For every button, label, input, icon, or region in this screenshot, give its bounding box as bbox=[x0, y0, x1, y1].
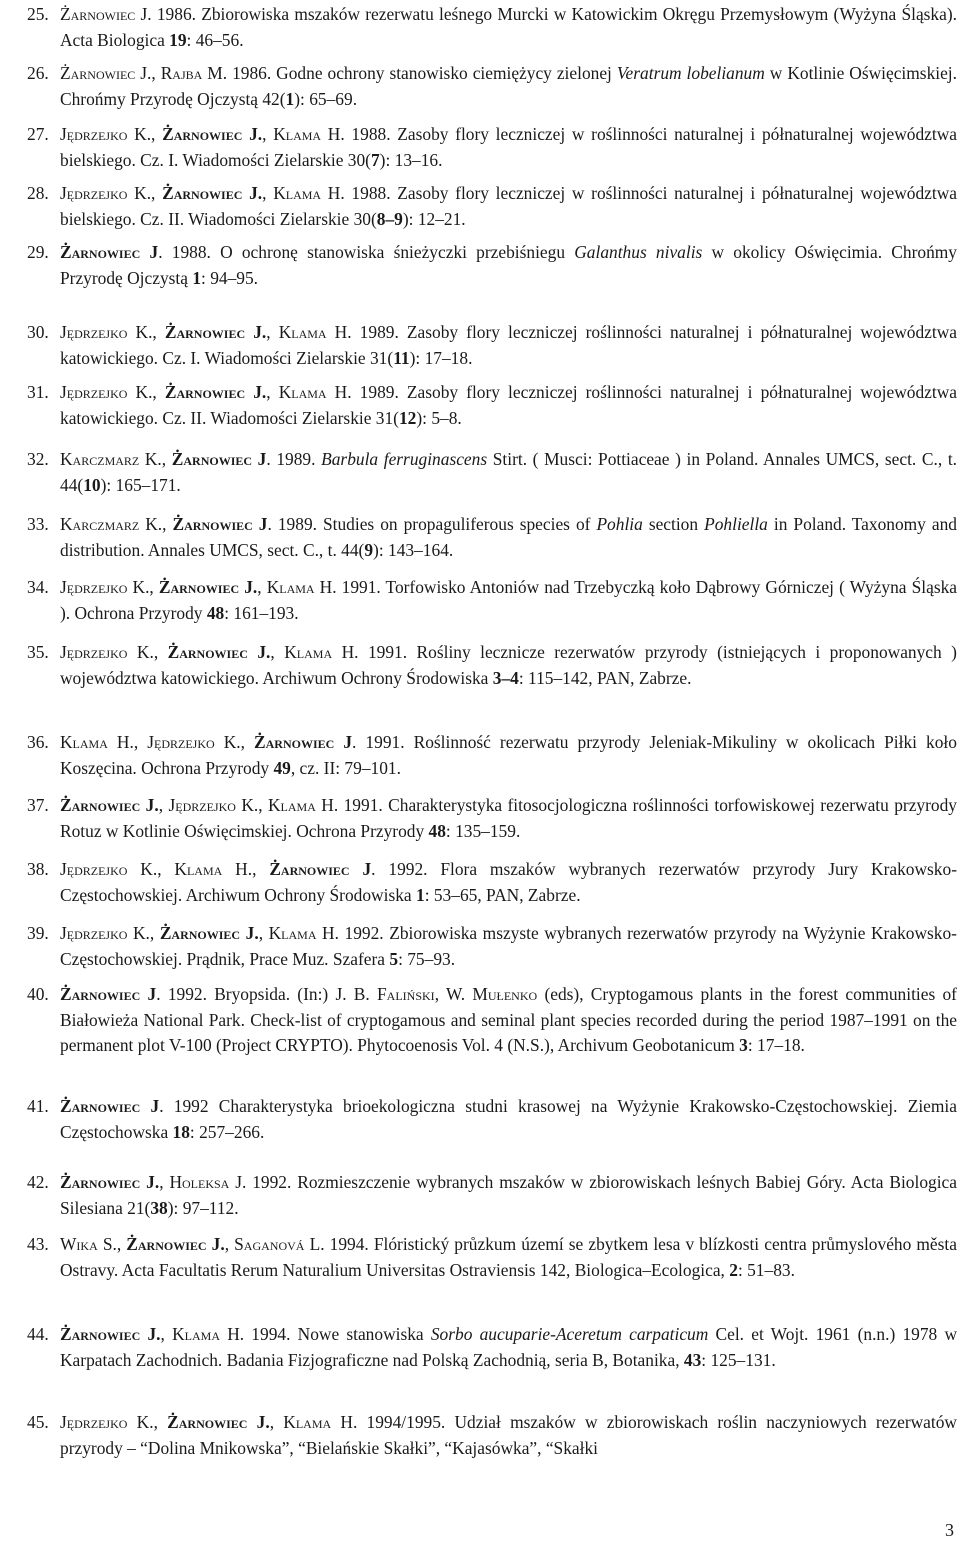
reference-segment: , bbox=[262, 124, 274, 144]
reference-segment: w Kotlinie Oświęcimskiej. Chrońmy Przyrodę Ojczystą 42( bbox=[60, 63, 957, 109]
reference-segment: Żarnowiec J bbox=[60, 1096, 160, 1116]
reference-segment: Żarnowiec J bbox=[172, 514, 268, 534]
reference-segment: Żarnowiec J. bbox=[164, 382, 267, 402]
reference-segment: : 94–95. bbox=[201, 267, 259, 288]
reference-segment: Klama H bbox=[278, 382, 348, 402]
reference-segment: : 257–266. bbox=[189, 1121, 265, 1142]
reference-segment: Żarnowiec J. bbox=[158, 577, 258, 597]
reference-number: 39. bbox=[27, 923, 49, 943]
reference-text bbox=[60, 1232, 957, 1283]
reference-segment: Klama H. bbox=[174, 859, 253, 879]
reference-segment: , bbox=[266, 322, 279, 342]
reference-text bbox=[60, 793, 957, 844]
reference-segment: , W. bbox=[434, 984, 473, 1004]
reference-segment: , bbox=[257, 577, 267, 597]
reference-segment: Veratrum lobelianum bbox=[616, 63, 765, 83]
reference-segment: Żarnowiec J bbox=[269, 859, 372, 879]
reference-segment: ): 65–69. bbox=[294, 88, 358, 109]
reference-segment: Jędrzejko K. bbox=[168, 795, 259, 815]
reference-segment: , bbox=[157, 859, 175, 879]
reference-segment: , bbox=[152, 382, 165, 402]
reference-text bbox=[60, 982, 957, 1059]
reference-segment: , bbox=[258, 795, 268, 815]
reference-segment: Jędrzejko K. bbox=[60, 923, 150, 943]
reference-number: 25. bbox=[27, 4, 49, 24]
reference-segment: . 1988. Zasoby flory leczniczej w roślinności naturalnej i półnaturalnej województwa bielskiego. Cz. II. Wiadomości Zielarskie 30( bbox=[60, 183, 957, 229]
reference-segment: , bbox=[162, 514, 173, 534]
page-number: 3 bbox=[945, 1520, 954, 1540]
reference-segment: : 53–65, PAN, Zabrze. bbox=[424, 884, 581, 905]
reference-segment: Klama H bbox=[172, 1324, 240, 1344]
reference-segment: Jędrzejko K. bbox=[60, 577, 150, 597]
reference-segment: : 51–83. bbox=[737, 1259, 795, 1280]
reference-text bbox=[60, 320, 957, 371]
reference-item bbox=[27, 61, 957, 112]
reference-segment: . 1991. Roślinność rezerwatu przyrody Jeleniak-Mikuliny w okolicach Piłki koło Koszęcina. Ochrona Przyrody bbox=[60, 732, 957, 778]
reference-text bbox=[60, 240, 957, 291]
reference-segment: ): 97–112. bbox=[167, 1197, 239, 1218]
reference-number: 40. bbox=[27, 984, 49, 1004]
reference-segment: Żarnowiec J. bbox=[162, 124, 263, 144]
reference-item bbox=[27, 1094, 957, 1145]
reference-segment: ): 17–18. bbox=[409, 347, 473, 368]
reference-number: 28. bbox=[27, 183, 49, 203]
reference-item bbox=[27, 447, 957, 498]
reference-segment: . 1991. Charakterystyka fitosocjologiczna roślinności torfowiskowej rezerwatu przyrody Rotuz w Kotlinie Oświęcimskiej. Ochrona Przyrody bbox=[60, 795, 957, 841]
reference-segment: Klama H bbox=[266, 577, 333, 597]
reference-number: 41. bbox=[27, 1096, 49, 1116]
reference-segment: 8–9 bbox=[376, 208, 403, 229]
reference-segment: Żarnowiec J. bbox=[60, 795, 159, 815]
reference-segment: Jędrzejko K. bbox=[60, 322, 153, 342]
reference-segment: Żarnowiec J. bbox=[60, 63, 152, 83]
reference-segment: . 1992. Zbiorowiska mszyste wybranych rezerwatów przyrody na Wyżynie Krakowsko-Częstochowskiej. Prądnik, Prace Muz. Szafera bbox=[60, 923, 957, 969]
reference-number: 32. bbox=[27, 449, 49, 469]
reference-item bbox=[27, 240, 957, 291]
reference-segment: . 1992 Charakterystyka brioekologiczna studni krasowej na Wyżynie Krakowsko-Częstochowskiej. Ziemia Częstochowska bbox=[60, 1096, 957, 1142]
reference-segment: ): 5–8. bbox=[416, 407, 462, 428]
reference-segment: Klama H bbox=[268, 923, 335, 943]
reference-segment: , bbox=[153, 1412, 168, 1432]
reference-text bbox=[60, 122, 957, 173]
reference-segment: 38 bbox=[150, 1197, 168, 1218]
reference-segment: , bbox=[116, 1234, 127, 1254]
reference-text bbox=[60, 1410, 957, 1461]
reference-segment: Klama H bbox=[278, 322, 348, 342]
reference-segment: 43 bbox=[683, 1349, 702, 1370]
reference-segment: Klama H bbox=[273, 124, 341, 144]
reference-number: 29. bbox=[27, 242, 49, 262]
reference-segment: . 1989. Studies on propaguliferous species of bbox=[267, 514, 597, 534]
reference-segment: Żarnowiec J. bbox=[167, 1412, 270, 1432]
reference-number: 45. bbox=[27, 1412, 49, 1432]
reference-segment: : 115–142, PAN, Zabrze. bbox=[518, 667, 692, 688]
reference-text bbox=[60, 1170, 957, 1221]
reference-text bbox=[60, 181, 957, 232]
reference-text bbox=[60, 640, 957, 691]
reference-number: 35. bbox=[27, 642, 49, 662]
reference-segment: Żarnowiec J. bbox=[162, 183, 263, 203]
reference-segment: 3 bbox=[739, 1035, 748, 1055]
reference-segment: Klama H bbox=[268, 795, 334, 815]
reference-segment: . 1992. Bryopsida. (In:) J. B. bbox=[156, 984, 378, 1004]
reference-segment: , bbox=[151, 124, 163, 144]
reference-segment: Jędrzejko K. bbox=[60, 382, 153, 402]
reference-segment: Faliński bbox=[377, 984, 435, 1004]
reference-segment: . 1991. Rośliny lecznicze rezerwatów przyrody (istniejących i proponowanych ) województwa katowickiego. Archiwum Ochrony Środowiska bbox=[60, 642, 957, 688]
reference-item bbox=[27, 982, 957, 1059]
reference-segment: Żarnowiec J. bbox=[60, 1172, 160, 1192]
reference-item bbox=[27, 380, 957, 431]
reference-segment: . 1988. O ochronę stanowiska śnieżyczki przebiśniegu bbox=[158, 242, 575, 262]
reference-segment: . 1988. Zasoby flory leczniczej w roślinności naturalnej i półnaturalnej województwa bielskiego. Cz. I. Wiadomości Zielarskie 30( bbox=[60, 124, 957, 170]
reference-segment: , bbox=[151, 63, 161, 83]
reference-segment: 2 bbox=[729, 1259, 738, 1280]
reference-segment: . 1994. Flóristický průzkum území se zbytkem lesa v blízkosti centra průmyslového města Ostravy. Acta Facultatis Rerum Naturalium Universitas Ostraviensis 142, Biologica–Ecologica, bbox=[60, 1234, 957, 1280]
reference-segment: 12 bbox=[398, 407, 417, 428]
reference-segment: . 1992. Rozmieszczenie wybranych mszaków w zbiorowiskach leśnych Babiej Góry. Acta Biologica Silesiana 21( bbox=[60, 1172, 957, 1218]
reference-item bbox=[27, 320, 957, 371]
reference-segment: , bbox=[224, 1234, 235, 1254]
reference-segment: , bbox=[240, 732, 255, 752]
reference-segment: Galanthus nivalis bbox=[574, 242, 703, 262]
reference-item bbox=[27, 1410, 957, 1461]
reference-segment: w okolicy Oświęcimia. Chrońmy Przyrodę Ojczystą bbox=[60, 242, 957, 288]
reference-segment: 3–4 bbox=[492, 667, 519, 688]
reference-item bbox=[27, 1232, 957, 1283]
reference-text bbox=[60, 857, 957, 908]
reference-segment: : 161–193. bbox=[224, 602, 299, 623]
reference-segment: Żarnowiec J bbox=[254, 732, 353, 752]
reference-segment: . 1986. Godne ochrony stanowisko ciemiężycy zielonej bbox=[222, 63, 617, 83]
reference-number: 38. bbox=[27, 859, 49, 879]
reference-item bbox=[27, 640, 957, 691]
reference-segment: ): 12–21. bbox=[402, 208, 466, 229]
reference-segment: 18 bbox=[172, 1121, 190, 1142]
reference-number: 31. bbox=[27, 382, 49, 402]
reference-segment: : 135–159. bbox=[445, 820, 521, 841]
reference-segment: : 17–18. bbox=[747, 1035, 805, 1055]
reference-segment: Pohlia bbox=[596, 514, 643, 534]
reference-segment: 1 bbox=[415, 884, 425, 905]
reference-segment: ): 143–164. bbox=[373, 539, 454, 560]
reference-segment: , bbox=[161, 449, 172, 469]
reference-segment: Klama H bbox=[284, 642, 355, 662]
reference-segment: (eds), Cryptogamous plants in the forest communities of Białowieża National Park. Check-list of cryptogamous and seminal plant species recorded during the period 1987–1991 on the permanent plot V-100 (Project CRYPTO). Phytocoenosis Vol. 4 (N.S.), Archivum Geobotanicum bbox=[60, 984, 957, 1055]
reference-segment: . 1989. bbox=[266, 449, 322, 469]
reference-segment: Jędrzejko K. bbox=[60, 124, 152, 144]
reference-item bbox=[27, 921, 957, 972]
reference-item bbox=[27, 512, 957, 563]
reference-segment: in Poland. Taxonomy and distribution. Annales UMCS, sect. C., t. 44( bbox=[60, 514, 957, 560]
reference-text bbox=[60, 1094, 957, 1145]
reference-segment: 11 bbox=[393, 347, 410, 368]
reference-segment: Jędrzejko K. bbox=[60, 859, 158, 879]
reference-segment: Cel. et Wojt. 1961 (n.n.) 1978 w Karpatach Zachodnich. Badania Fizjograficzne nad Polską Zachodnią, seria B, Botanika, bbox=[60, 1324, 958, 1370]
reference-segment: 1 bbox=[285, 88, 295, 109]
reference-segment: Żarnowiec J. bbox=[159, 923, 259, 943]
reference-text bbox=[60, 921, 957, 972]
reference-segment: 10 bbox=[83, 474, 101, 495]
reference-segment: , bbox=[266, 382, 279, 402]
reference-segment: Jędrzejko K. bbox=[60, 183, 152, 203]
reference-segment: ): 13–16. bbox=[379, 149, 443, 170]
reference-segment: Żarnowiec J. bbox=[167, 642, 271, 662]
reference-number: 34. bbox=[27, 577, 49, 597]
reference-number: 30. bbox=[27, 322, 49, 342]
reference-segment: Żarnowiec J bbox=[60, 984, 157, 1004]
reference-segment: . 1989. Zasoby flory leczniczej roślinności naturalnej i półnaturalnej województwa katowickiego. Cz. II. Wiadomości Zielarskie 31( bbox=[60, 382, 957, 428]
reference-segment: Karczmarz K. bbox=[60, 514, 163, 534]
reference-segment: , bbox=[252, 859, 270, 879]
reference-segment: . 1992. Flora mszaków wybranych rezerwatów przyrody Jury Krakowsko-Częstochowskiej. Archiwum Ochrony Środowiska bbox=[60, 859, 957, 905]
reference-text bbox=[60, 1322, 957, 1373]
reference-item bbox=[27, 793, 957, 844]
reference-segment: Żarnowiec J bbox=[171, 449, 267, 469]
reference-text bbox=[60, 575, 957, 626]
reference-segment: . 1991. Torfowisko Antoniów nad Trzebyczką koło Dąbrowy Górniczej ( Wyżyna Śląska ). Ochrona Przyrody bbox=[60, 577, 957, 623]
reference-segment: Klama H bbox=[283, 1412, 353, 1432]
reference-segment: , bbox=[262, 183, 274, 203]
reference-segment: Klama H. bbox=[60, 732, 134, 752]
reference-text bbox=[60, 512, 957, 563]
reference-segment: , bbox=[269, 1412, 284, 1432]
reference-text bbox=[60, 380, 957, 431]
reference-segment: Mułenko bbox=[472, 984, 538, 1004]
reference-number: 26. bbox=[27, 63, 49, 83]
reference-item bbox=[27, 575, 957, 626]
reference-text bbox=[60, 447, 957, 498]
reference-segment: , bbox=[160, 1324, 173, 1344]
reference-segment: 1 bbox=[192, 267, 202, 288]
reference-segment: Karczmarz K. bbox=[60, 449, 162, 469]
reference-number: 37. bbox=[27, 795, 49, 815]
reference-segment: , bbox=[158, 795, 169, 815]
reference-segment: , bbox=[153, 642, 168, 662]
reference-segment: . 1994/1995. Udział mszaków w zbiorowiskach roślin naczyniowych rezerwatów przyrody – “Dolina Mnikowska”, “Bielańskie Skałki”, “Kajasówka”, “Skałki bbox=[60, 1412, 957, 1458]
reference-segment: Żarnowiec J. bbox=[60, 1324, 161, 1344]
reference-item bbox=[27, 181, 957, 232]
reference-segment: Klama H bbox=[273, 183, 341, 203]
reference-segment: 48 bbox=[428, 820, 446, 841]
reference-segment: Barbula ferruginascens bbox=[321, 449, 488, 469]
reference-item bbox=[27, 2, 957, 53]
reference-item bbox=[27, 730, 957, 781]
reference-segment: Żarnowiec J bbox=[60, 4, 148, 24]
reference-segment: Pohliella bbox=[704, 514, 768, 534]
reference-segment: Stirt. ( Musci: Pottiaceae ) in Poland. Annales UMCS, sect. C., t. 44( bbox=[60, 449, 957, 495]
reference-segment: . 1989. Zasoby flory leczniczej roślinności naturalnej i półnaturalnej województwa katowickiego. Cz. I. Wiadomości Zielarskie 31( bbox=[60, 322, 957, 368]
reference-number: 36. bbox=[27, 732, 49, 752]
reference-text bbox=[60, 61, 957, 112]
reference-segment: : 46–56. bbox=[186, 29, 244, 50]
reference-segment: 7 bbox=[370, 149, 380, 170]
reference-number: 43. bbox=[27, 1234, 49, 1254]
reference-segment: , bbox=[258, 923, 269, 943]
reference-segment: , bbox=[149, 577, 159, 597]
reference-segment: . 1986. Zbiorowiska mszaków rezerwatu leśnego Murcki w Katowickim Okręgu Przemysłowym (Wyżyna Śląska). Acta Biologica bbox=[60, 4, 957, 50]
reference-segment: 48 bbox=[206, 602, 225, 623]
reference-segment: 19 bbox=[169, 29, 187, 50]
reference-text bbox=[60, 2, 957, 53]
reference-segment: Saganová L bbox=[234, 1234, 321, 1254]
reference-segment: , bbox=[159, 1172, 170, 1192]
reference-segment: Jędrzejko K. bbox=[60, 642, 154, 662]
reference-item bbox=[27, 1170, 957, 1221]
reference-segment: Żarnowiec J. bbox=[126, 1234, 225, 1254]
reference-segment: , bbox=[270, 642, 285, 662]
reference-segment: , bbox=[152, 322, 165, 342]
reference-segment: 5 bbox=[389, 948, 399, 969]
reference-segment: Sorbo aucuparie-Aceretum carpaticum bbox=[430, 1324, 709, 1344]
reference-segment: , bbox=[151, 183, 163, 203]
reference-segment: section bbox=[642, 514, 705, 534]
reference-segment: , bbox=[133, 732, 148, 752]
reference-text bbox=[60, 730, 957, 781]
reference-segment: : 75–93. bbox=[398, 948, 456, 969]
reference-segment: Jędrzejko K. bbox=[147, 732, 241, 752]
reference-segment: : 125–131. bbox=[701, 1349, 776, 1370]
reference-segment: Żarnowiec J. bbox=[164, 322, 267, 342]
reference-segment: , bbox=[149, 923, 160, 943]
reference-segment: Żarnowiec J bbox=[60, 242, 159, 262]
reference-number: 27. bbox=[27, 124, 49, 144]
reference-segment: Holeksa J bbox=[169, 1172, 242, 1192]
reference-number: 33. bbox=[27, 514, 49, 534]
reference-item bbox=[27, 1322, 957, 1373]
reference-segment: 9 bbox=[364, 539, 374, 560]
reference-number: 44. bbox=[27, 1324, 49, 1344]
reference-segment: . 1994. Nowe stanowiska bbox=[239, 1324, 431, 1344]
reference-segment: 49 bbox=[273, 757, 291, 778]
reference-number: 42. bbox=[27, 1172, 49, 1192]
reference-segment: , cz. II: 79–101. bbox=[290, 757, 401, 778]
reference-item bbox=[27, 122, 957, 173]
reference-segment: ): 165–171. bbox=[100, 474, 181, 495]
reference-segment: Jędrzejko K. bbox=[60, 1412, 154, 1432]
reference-segment: Rajba M bbox=[160, 63, 223, 83]
reference-segment: Wika S. bbox=[60, 1234, 117, 1254]
reference-item bbox=[27, 857, 957, 908]
